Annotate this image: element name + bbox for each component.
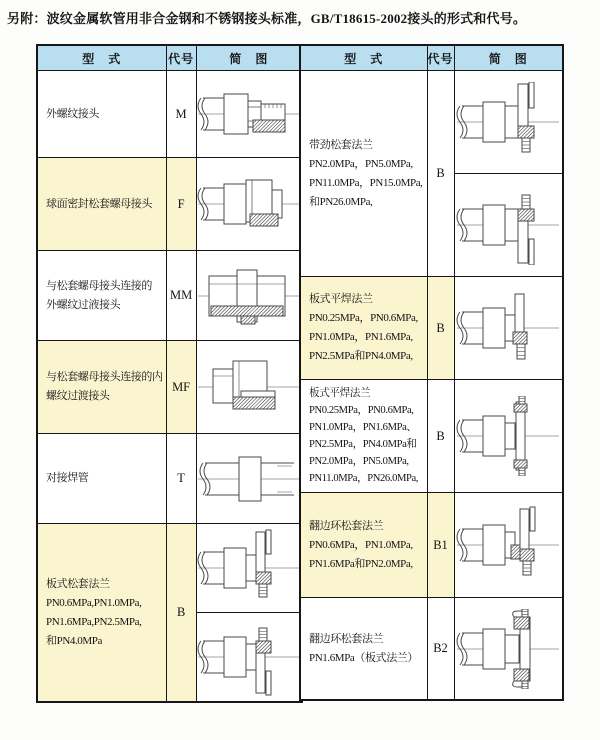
diagram-cell [454, 277, 563, 380]
neck-flange-up-icon [456, 82, 560, 162]
type-cell [37, 251, 166, 341]
table-row [37, 158, 302, 251]
neck-flange-down-diagram [455, 173, 563, 276]
column-header-type: 型 式 [37, 45, 166, 71]
plate-flange-up-icon [197, 528, 301, 608]
code-cell: T [166, 434, 196, 524]
type-line: 和PN26.0MPa, [309, 195, 373, 208]
code-cell: B [427, 380, 454, 493]
type-line: 板式平焊法兰 [309, 293, 373, 305]
male-thread-fitting-diagram [197, 71, 302, 157]
plate-flange-up-diagram [197, 524, 302, 612]
code-cell: MF [166, 341, 196, 434]
header-row [300, 45, 563, 71]
lap-ring-flange-icon [456, 505, 560, 585]
type-line: 翻边环松套法兰 [309, 519, 384, 532]
female-union-diagram [197, 341, 302, 433]
type-line: 对接焊管 [46, 472, 89, 484]
code-cell: B [427, 277, 454, 380]
table-row [37, 434, 302, 524]
type-line: PN0.6MPa，PN1.0MPa, [309, 538, 413, 551]
weld-flange-up-icon [456, 288, 560, 368]
column-header-code: 代号 [166, 45, 196, 71]
type-line: PN1.6MPa和PN2.0MPa, [309, 557, 413, 570]
fitting-table-left [36, 44, 303, 703]
loose-nut-fitting-icon [197, 164, 301, 244]
table-row [300, 493, 563, 598]
type-line: 球面密封松套螺母接头 [46, 197, 152, 210]
plate-flange-down-diagram [197, 612, 302, 701]
table-row [300, 277, 563, 380]
table-row [300, 598, 563, 701]
type-line: 带劲松套法兰 [309, 138, 373, 151]
type-line: PN11.0MPa，PN15.0MPa, [309, 176, 423, 189]
neck-flange-down-icon [456, 185, 560, 265]
type-line: 板式松套法兰 [46, 577, 110, 590]
fitting-table-right [299, 44, 564, 701]
table-row [37, 71, 302, 158]
diagram-cell [454, 380, 563, 493]
type-cell [37, 341, 166, 434]
type-line: PN1.6MPa,PN2.5MPa, [46, 615, 142, 628]
code-cell: B [427, 71, 454, 277]
male-nipple-icon [197, 256, 301, 336]
code-cell: MM [166, 251, 196, 341]
diagram-cell [196, 71, 302, 158]
type-cell [300, 380, 427, 493]
type-cell [300, 598, 427, 701]
type-line: 螺纹过渡接头 [46, 390, 110, 402]
diagram-cell [196, 341, 302, 434]
type-line: PN11.0MPa，PN26.0MPa, [309, 473, 419, 484]
butt-weld-pipe-diagram [197, 434, 302, 523]
header-row [37, 45, 302, 71]
type-cell [300, 493, 427, 598]
male-thread-fitting-icon [197, 74, 301, 154]
table-row [37, 341, 302, 434]
type-line: 翻边环松套法兰 [309, 632, 384, 645]
table-row [37, 524, 302, 703]
diagram-cell [454, 493, 563, 598]
diagram-cell [454, 71, 563, 277]
code-cell: B2 [427, 598, 454, 701]
type-cell [300, 277, 427, 380]
female-union-icon [197, 347, 301, 427]
type-line: PN0.25MPa，PN0.6MPa, [309, 312, 418, 324]
type-cell [300, 71, 427, 277]
type-line: 外螺纹接头 [46, 107, 99, 120]
weld-flange-sym-icon [456, 396, 560, 476]
type-cell [37, 71, 166, 158]
diagram-cell [196, 158, 302, 251]
weld-flange-up-diagram [455, 277, 563, 379]
diagram-cell [196, 434, 302, 524]
code-cell: B1 [427, 493, 454, 598]
column-header-type: 型 式 [300, 45, 427, 71]
type-cell [37, 158, 166, 251]
type-cell [37, 524, 166, 703]
table-row [300, 380, 563, 493]
code-cell: M [166, 71, 196, 158]
weld-flange-sym-diagram [455, 380, 563, 492]
type-line: PN1.0MPa，PN1.6MPa, [309, 331, 413, 343]
code-cell: F [166, 158, 196, 251]
neck-flange-up-diagram [455, 71, 563, 173]
type-line: 外螺纹过液接头 [46, 298, 121, 311]
table-row [300, 71, 563, 277]
diagram-cell [196, 251, 302, 341]
type-line: PN1.6MPa（板式法兰） [309, 651, 418, 664]
type-cell [37, 434, 166, 524]
type-line: 与松套螺母接头连接的 [46, 279, 152, 292]
column-header-diagram: 简 图 [454, 45, 563, 71]
type-line: PN2.0MPa，PN5.0MPa, [309, 157, 413, 170]
type-line: 板式平焊法兰 [309, 388, 371, 399]
type-line: PN0.25MPa，PN0.6MPa, [309, 405, 414, 416]
type-line: 和PN4.0MPa [46, 634, 102, 647]
diagram-cell [454, 598, 563, 701]
type-line: PN0.6MPa,PN1.0MPa, [46, 596, 142, 609]
page-title: 另附：波纹金属软管用非合金钢和不锈钢接头标准，GB/T18615-2002接头的形式和代号。 [7, 11, 527, 26]
type-line: PN2.5MPa，PN4.0MPa和 [309, 439, 417, 450]
male-nipple-diagram [197, 251, 302, 340]
type-line: PN2.5MPa和PN4.0MPa, [309, 350, 413, 362]
lap-ring-flange-diagram [455, 493, 563, 597]
type-line: PN2.0MPa，PN5.0MPa, [309, 456, 409, 467]
column-header-code: 代号 [427, 45, 454, 71]
column-header-diagram: 简 图 [196, 45, 302, 71]
loose-nut-fitting-diagram [197, 158, 302, 250]
lap-ring-flange-b2-icon [456, 609, 560, 689]
butt-weld-pipe-icon [197, 439, 301, 519]
type-line: PN1.0MPa，PN1.6MPa、 [309, 422, 417, 433]
diagram-cell [196, 524, 302, 703]
code-cell: B [166, 524, 196, 703]
type-line: 与松套螺母接头连接的内 [46, 371, 163, 383]
plate-flange-down-icon [197, 617, 301, 697]
lap-ring-flange-b2-diagram [455, 598, 563, 699]
table-row [37, 251, 302, 341]
